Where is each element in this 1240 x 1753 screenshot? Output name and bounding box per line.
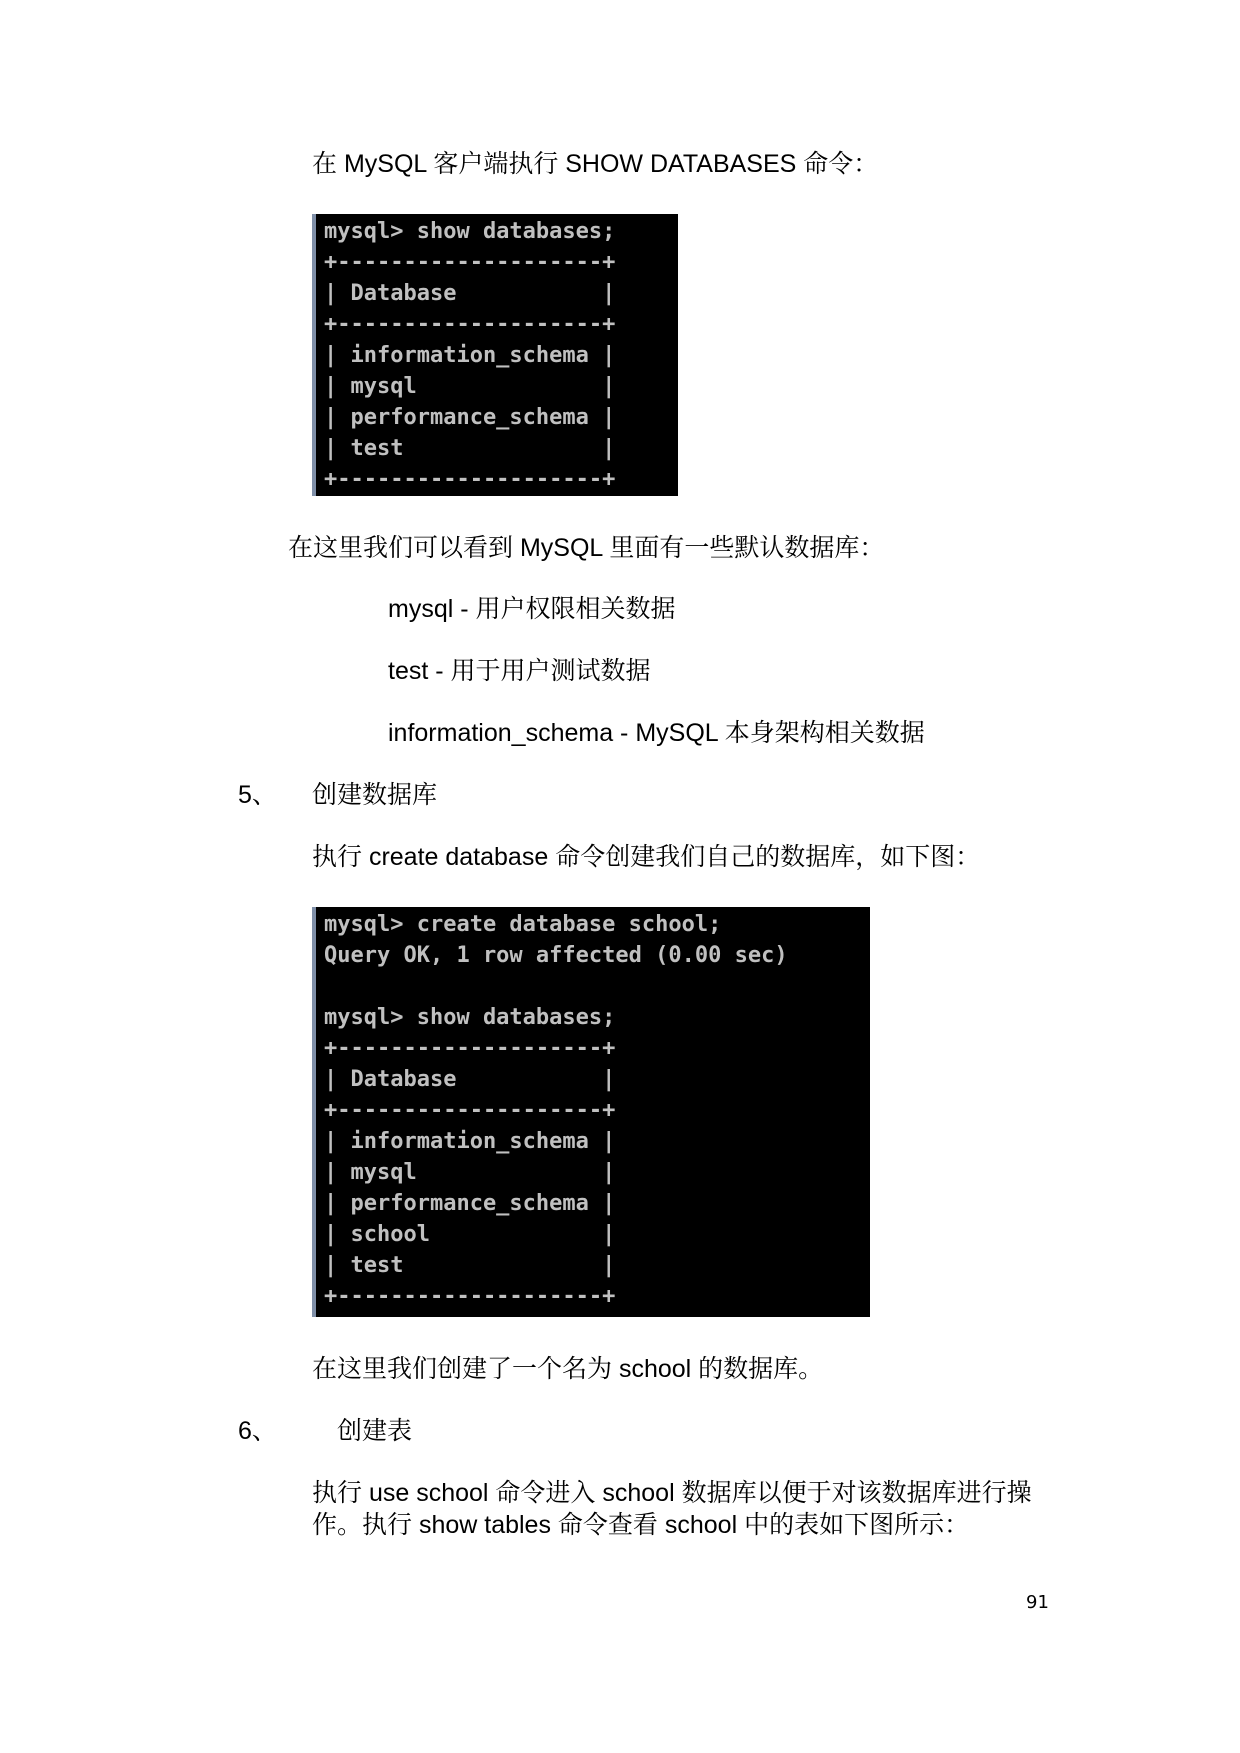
terminal-line: Query OK, 1 row affected (0.00 sec) xyxy=(324,943,788,968)
default-db-item: test - 用于用户测试数据 xyxy=(388,657,651,685)
section-number: 5、 xyxy=(238,781,277,809)
terminal-line: +--------------------+ xyxy=(324,312,616,337)
section-title: 创建表 xyxy=(337,1417,413,1445)
section-title: 创建数据库 xyxy=(312,781,438,809)
terminal-line: | Database | xyxy=(324,281,616,306)
terminal-line: | test | xyxy=(324,436,616,461)
page-number: 91 xyxy=(1026,1592,1049,1613)
terminal-line: +--------------------+ xyxy=(324,1284,616,1309)
terminal-line: mysql> show databases; xyxy=(324,1005,616,1030)
terminal-screenshot-show-databases xyxy=(312,214,678,496)
terminal-line: | performance_schema | xyxy=(324,405,616,430)
create-database-text: 执行 create database 命令创建我们自己的数据库，如下图： xyxy=(312,843,981,871)
terminal-line: | mysql | xyxy=(324,374,616,399)
terminal-line: | information_schema | xyxy=(324,343,616,368)
terminal-line: | test | xyxy=(324,1253,616,1278)
terminal-line: | performance_schema | xyxy=(324,1191,616,1216)
terminal-line: | mysql | xyxy=(324,1160,616,1185)
terminal-line: +--------------------+ xyxy=(324,250,616,275)
default-db-item: mysql - 用户权限相关数据 xyxy=(388,595,676,623)
created-database-text: 在这里我们创建了一个名为 school 的数据库。 xyxy=(312,1355,824,1383)
terminal-screenshot-create-database xyxy=(312,907,870,1317)
terminal-line: mysql> create database school; xyxy=(324,912,722,937)
intro-text: 在 MySQL 客户端执行 SHOW DATABASES 命令： xyxy=(312,150,879,178)
default-databases-text: 在这里我们可以看到 MySQL 里面有一些默认数据库： xyxy=(288,534,885,562)
terminal-line xyxy=(324,971,862,1002)
terminal-line: +--------------------+ xyxy=(324,1098,616,1123)
terminal-line: | information_schema | xyxy=(324,1129,616,1154)
section-number: 6、 xyxy=(238,1417,277,1445)
terminal-line: +--------------------+ xyxy=(324,1036,616,1061)
default-db-item: information_schema - MySQL 本身架构相关数据 xyxy=(388,719,925,747)
terminal-line: | Database | xyxy=(324,1067,616,1092)
terminal-line: | school | xyxy=(324,1222,616,1247)
terminal-line: +--------------------+ xyxy=(324,467,616,492)
use-command-text-line2: 作。执行 show tables 命令查看 school 中的表如下图所示： xyxy=(312,1511,970,1539)
terminal-line: mysql> show databases; xyxy=(324,219,616,244)
use-command-text-line1: 执行 use school 命令进入 school 数据库以便于对该数据库进行操 xyxy=(312,1479,1032,1507)
